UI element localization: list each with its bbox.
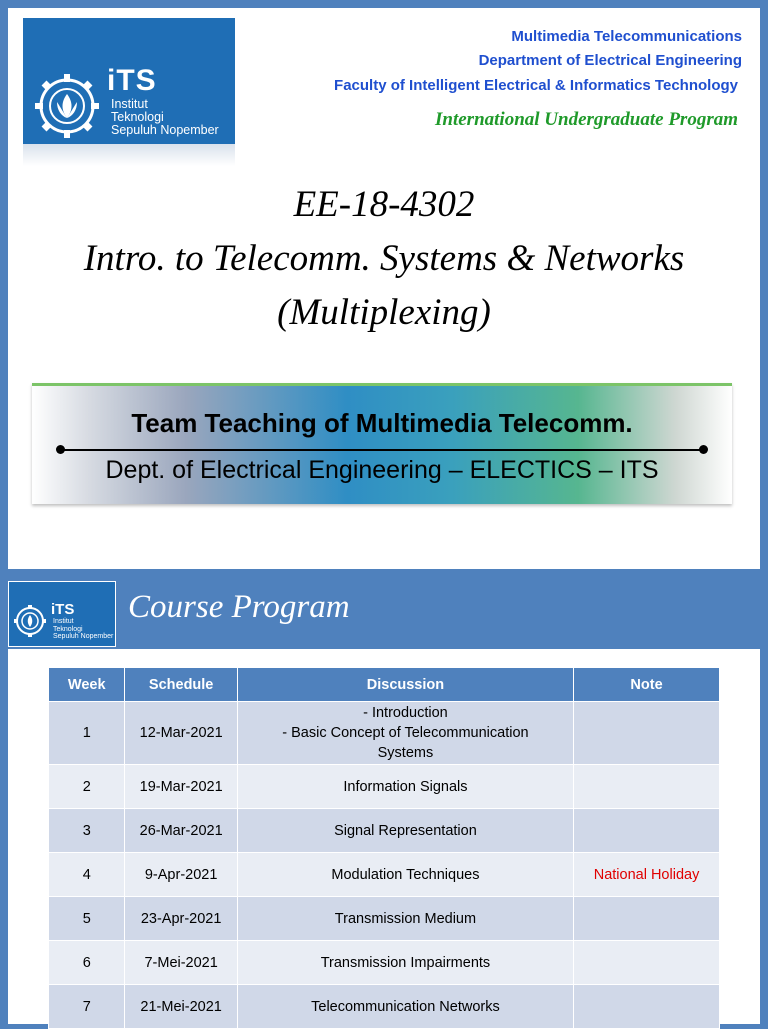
cell-discussion: Modulation Techniques	[237, 853, 573, 897]
its-logo-subtitle: Institut Teknologi Sepuluh Nopember	[53, 618, 114, 640]
cell-schedule: 21-Mei-2021	[125, 985, 237, 1029]
its-logo-wordmark: iTS	[51, 601, 75, 618]
cell-note	[574, 897, 720, 941]
banner-divider	[60, 449, 704, 451]
cell-note	[574, 702, 720, 765]
table-row	[49, 765, 720, 809]
cell-schedule: 12-Mar-2021	[125, 702, 237, 765]
cell-week: 2	[49, 765, 125, 809]
cell-week: 3	[49, 809, 125, 853]
cell-discussion: Signal Representation	[237, 809, 573, 853]
header-lab: Multimedia Telecommunications	[511, 28, 742, 45]
cell-week: 6	[49, 941, 125, 985]
cell-note	[574, 941, 720, 985]
header-week: Week	[49, 668, 125, 702]
course-name: Intro. to Telecomm. Systems & Networks	[83, 238, 685, 279]
banner-dept: Dept. of Electrical Engineering – ELECTICS – ITS	[105, 456, 659, 484]
cell-note	[574, 809, 720, 853]
cell-week: 7	[49, 985, 125, 1029]
header-discussion: Discussion	[237, 668, 573, 702]
table-row	[49, 941, 720, 985]
cell-note-holiday: National Holiday	[574, 853, 720, 897]
cell-week: 1	[49, 702, 125, 765]
header-note: Note	[574, 668, 720, 702]
banner-dot-right	[699, 445, 708, 454]
slide-title: Course Program	[128, 589, 350, 625]
course-topic: (Multiplexing)	[277, 292, 491, 333]
cell-discussion	[237, 702, 573, 765]
course-program-header	[0, 569, 768, 649]
cell-note	[574, 765, 720, 809]
header-program: International Undergraduate Program	[435, 109, 738, 130]
cell-schedule: 7-Mei-2021	[125, 941, 237, 985]
header-faculty: Faculty of Intelligent Electrical & Informatics Technology	[334, 77, 738, 94]
cell-discussion: Information Signals	[237, 765, 573, 809]
cell-note	[574, 985, 720, 1029]
cell-schedule: 26-Mar-2021	[125, 809, 237, 853]
its-emblem-icon	[11, 602, 49, 640]
its-logo-wordmark: iTS	[107, 64, 157, 97]
table-row	[49, 897, 720, 941]
discussion-line: - Introduction	[363, 705, 448, 721]
cell-discussion: Transmission Impairments	[237, 941, 573, 985]
banner-dot-left	[56, 445, 65, 454]
table-row	[49, 853, 720, 897]
table-row	[49, 985, 720, 1029]
cell-week: 5	[49, 897, 125, 941]
its-emblem-icon	[29, 68, 105, 144]
table-header-row	[49, 668, 720, 702]
cell-discussion: Transmission Medium	[237, 897, 573, 941]
course-schedule-table	[48, 667, 720, 1029]
its-logo	[23, 18, 235, 144]
cell-week: 4	[49, 853, 125, 897]
title-slide	[8, 8, 760, 569]
banner-team: Team Teaching of Multimedia Telecomm.	[131, 408, 633, 438]
team-banner	[32, 383, 732, 504]
table-row	[49, 702, 720, 765]
cell-schedule: 9-Apr-2021	[125, 853, 237, 897]
course-code: EE-18-4302	[293, 184, 475, 225]
header-schedule: Schedule	[125, 668, 237, 702]
discussion-line: Systems	[377, 745, 434, 761]
cell-discussion: Telecommunication Networks	[237, 985, 573, 1029]
header-department: Department of Electrical Engineering	[478, 52, 742, 69]
discussion-line: - Basic Concept of Telecommunication	[282, 725, 529, 741]
cell-schedule: 19-Mar-2021	[125, 765, 237, 809]
course-program-slide	[8, 649, 760, 1024]
logo-reflection	[23, 144, 235, 166]
its-logo-subtitle: Institut Teknologi Sepuluh Nopember	[111, 97, 219, 137]
table-row	[49, 809, 720, 853]
cell-schedule: 23-Apr-2021	[125, 897, 237, 941]
its-logo-small	[8, 581, 116, 647]
